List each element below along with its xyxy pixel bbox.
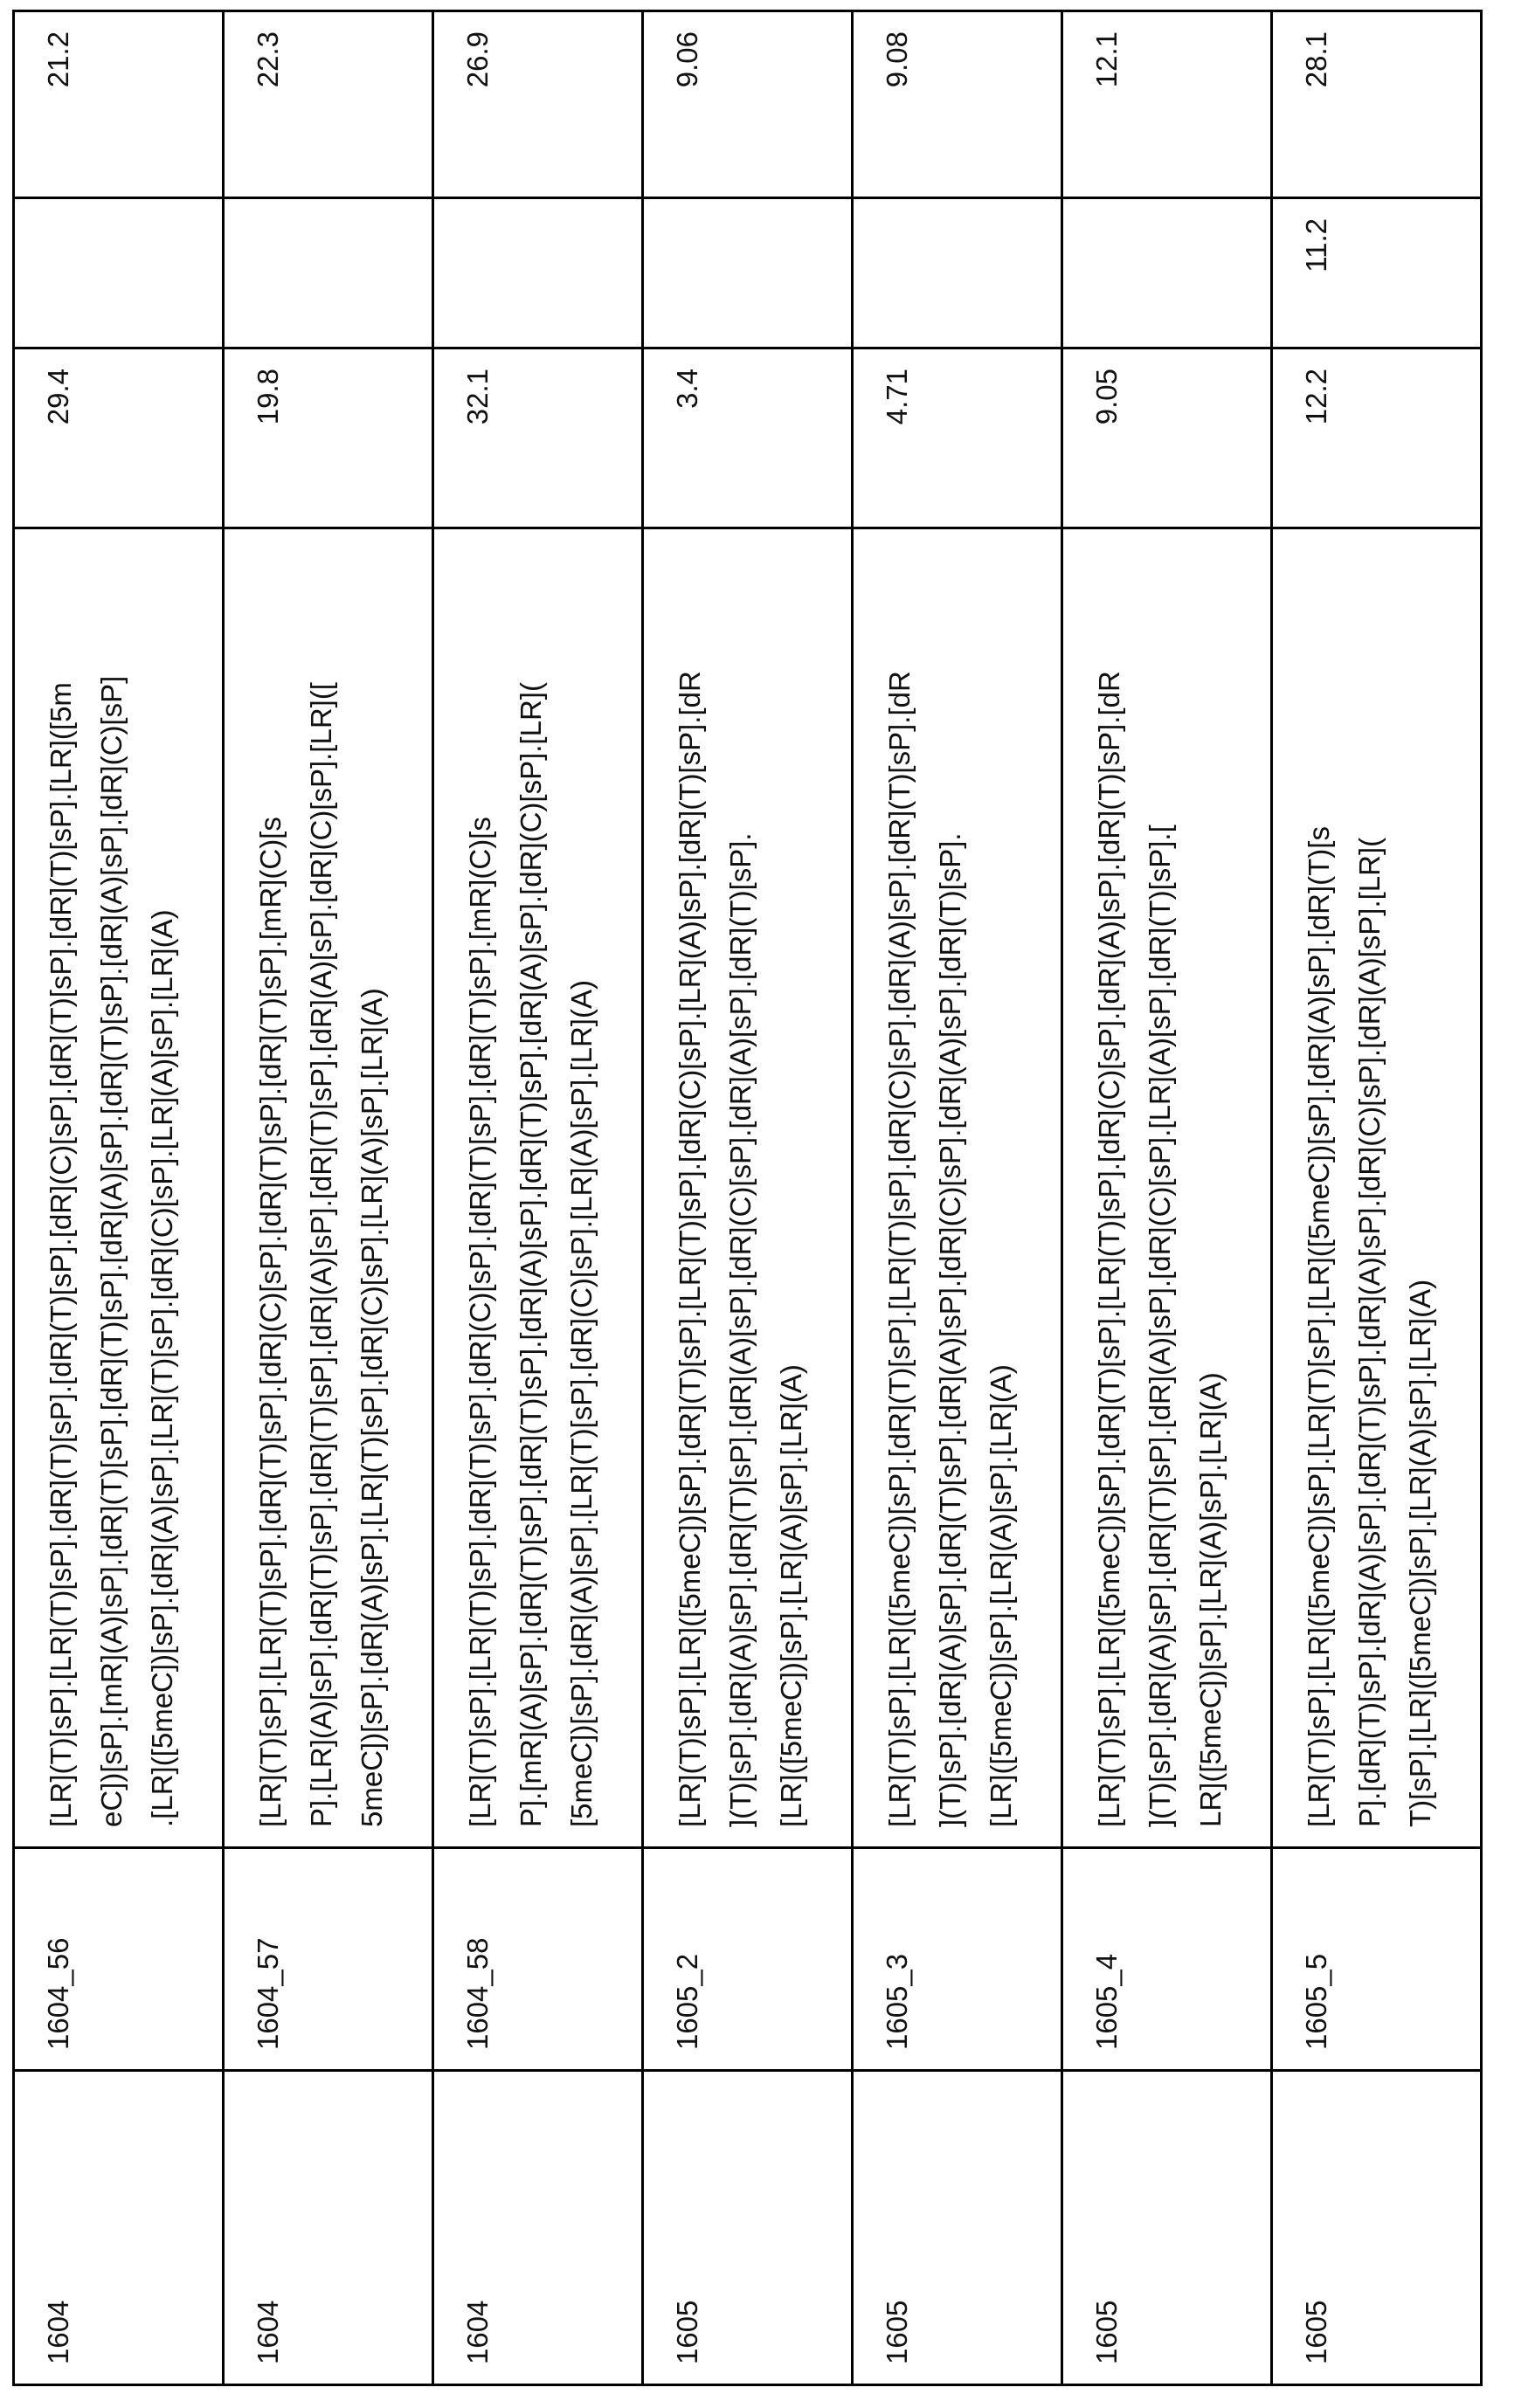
sequence-line: [LR](T)[sP].[LR]([5meC])[sP].[dR](T)[sP].[LR](T)[sP].[dR](C)[sP].[LR](A)[sP].[dR](T)[sP].[dR [665,549,716,1827]
value-cell-3: 9.06 [643,11,853,198]
value-cell-1: 4.71 [853,348,1062,528]
value-cell-2 [433,198,643,348]
sequence-line: [LR](T)[sP].[LR]([5meC])[sP].[LR](T)[sP].[LR]([5meC])[sP].[dR](A)[sP].[dR](T)[s [1294,549,1345,1827]
value-cell-2: 11.2 [1272,198,1482,348]
group-cell: 1605 [1272,2071,1482,2385]
value-cell-1: 19.8 [224,348,433,528]
sequence-line: ](T)[sP].[dR](A)[sP].[dR](T)[sP].[dR](A)[sP].[dR](C)[sP].[dR](A)[sP].[dR](T)[sP]. [925,549,976,1827]
value-cell-2 [1062,198,1272,348]
table-row [1272,11,1482,2385]
sequence-line: .[LR]([5meC])[sP].[dR](A)[sP].[LR](T)[sP].[dR](C)[sP].[LR](A)[sP].[LR](A) [137,549,188,1827]
sequence-cell [14,528,224,1848]
sequence-line: LR]([5meC])[sP].[LR](A)[sP].[LR](A) [1186,549,1236,1827]
oligonucleotide-table [12,10,1483,2386]
compound-id-cell: 1605_4 [1062,1848,1272,2071]
group-cell: 1605 [643,2071,853,2385]
sequence-line: P].[dR](T)[sP].[dR](A)[sP].[dR](T)[sP].[dR](A)[sP].[dR](C)[sP].[dR](A)[sP].[LR]( [1345,549,1395,1827]
table-row [1062,11,1272,2385]
sequence-line: [LR](T)[sP].[LR](T)[sP].[dR](T)[sP].[dR](C)[sP].[dR](T)[sP].[dR](T)[sP].[mR](C)[s [455,549,506,1827]
table-row [853,11,1062,2385]
table-row [224,11,433,2385]
table-row [14,11,224,2385]
value-cell-3: 21.2 [14,11,224,198]
sequence-line: P].[LR](A)[sP].[dR](T)[sP].[dR](T)[sP].[dR](A)[sP].[dR](T)[sP].[dR](A)[sP].[dR](C)[sP].[LR]([ [296,549,347,1827]
sequence-line: [LR](T)[sP].[LR]([5meC])[sP].[dR](T)[sP].[LR](T)[sP].[dR](C)[sP].[dR](A)[sP].[dR](T)[sP].[dR [875,549,925,1827]
table-row [433,11,643,2385]
value-cell-1: 3.4 [643,348,853,528]
value-cell-1: 32.1 [433,348,643,528]
table-row [643,11,853,2385]
sequence-line: [LR]([5meC])[sP].[LR](A)[sP].[LR](A) [766,549,817,1827]
group-cell: 1604 [14,2071,224,2385]
sequence-cell [433,528,643,1848]
value-cell-1: 12.2 [1272,348,1482,528]
compound-id-cell: 1605_5 [1272,1848,1482,2071]
sequence-cell [853,528,1062,1848]
sequence-line: 5meC])[sP].[dR](A)[sP].[LR](T)[sP].[dR](C)[sP].[LR](A)[sP].[LR](A) [347,549,398,1827]
value-cell-1: 29.4 [14,348,224,528]
value-cell-2 [853,198,1062,348]
sequence-line: ](T)[sP].[dR](A)[sP].[dR](T)[sP].[dR](A)[sP].[dR](C)[sP].[LR](A)[sP].[dR](T)[sP].[ [1135,549,1186,1827]
sequence-line: P].[mR](A)[sP].[dR](T)[sP].[dR](T)[sP].[dR](A)[sP].[dR](T)[sP].[dR](A)[sP].[dR](C)[sP].[LR]( [506,549,557,1827]
value-cell-2 [643,198,853,348]
compound-id-cell: 1604_56 [14,1848,224,2071]
value-cell-3: 12.1 [1062,11,1272,198]
value-cell-3: 26.9 [433,11,643,198]
compound-id-cell: 1605_2 [643,1848,853,2071]
value-cell-3: 22.3 [224,11,433,198]
value-cell-1: 9.05 [1062,348,1272,528]
sequence-line: T)[sP].[LR]([5meC])[sP].[LR](A)[sP].[LR](A) [1395,549,1446,1827]
group-cell: 1604 [224,2071,433,2385]
compound-id-cell: 1604_57 [224,1848,433,2071]
group-cell: 1604 [433,2071,643,2385]
rotated-page [0,0,1535,2408]
compound-id-cell: 1604_58 [433,1848,643,2071]
value-cell-2 [224,198,433,348]
value-cell-2 [14,198,224,348]
sequence-cell [643,528,853,1848]
value-cell-3: 28.1 [1272,11,1482,198]
sequence-line: [LR](T)[sP].[LR]([5meC])[sP].[dR](T)[sP].[LR](T)[sP].[dR](C)[sP].[dR](A)[sP].[dR](T)[sP].[dR [1084,549,1135,1827]
table-body [14,11,1482,2385]
sequence-cell [1062,528,1272,1848]
value-cell-3: 9.08 [853,11,1062,198]
sequence-line: [5meC])[sP].[dR](A)[sP].[LR](T)[sP].[dR](C)[sP].[LR](A)[sP].[LR](A) [557,549,607,1827]
sequence-cell [1272,528,1482,1848]
sequence-cell [224,528,433,1848]
sequence-line: [LR]([5meC])[sP].[LR](A)[sP].[LR](A) [976,549,1027,1827]
compound-id-cell: 1605_3 [853,1848,1062,2071]
sequence-line: eC])[sP].[mR](A)[sP].[dR](T)[sP].[dR](T)[sP].[dR](A)[sP].[dR](T)[sP].[dR](A)[sP].[dR](C)[sP] [86,549,137,1827]
sequence-line: [LR](T)[sP].[LR](T)[sP].[dR](T)[sP].[dR](T)[sP].[dR](C)[sP].[dR](T)[sP].[dR](T)[sP].[LR]([5m [36,549,86,1827]
group-cell: 1605 [1062,2071,1272,2385]
sequence-line: ](T)[sP].[dR](A)[sP].[dR](T)[sP].[dR](A)[sP].[dR](C)[sP].[dR](A)[sP].[dR](T)[sP]. [716,549,766,1827]
sequence-line: [LR](T)[sP].[LR](T)[sP].[dR](T)[sP].[dR](C)[sP].[dR](T)[sP].[dR](T)[sP].[mR](C)[s [245,549,296,1827]
group-cell: 1605 [853,2071,1062,2385]
